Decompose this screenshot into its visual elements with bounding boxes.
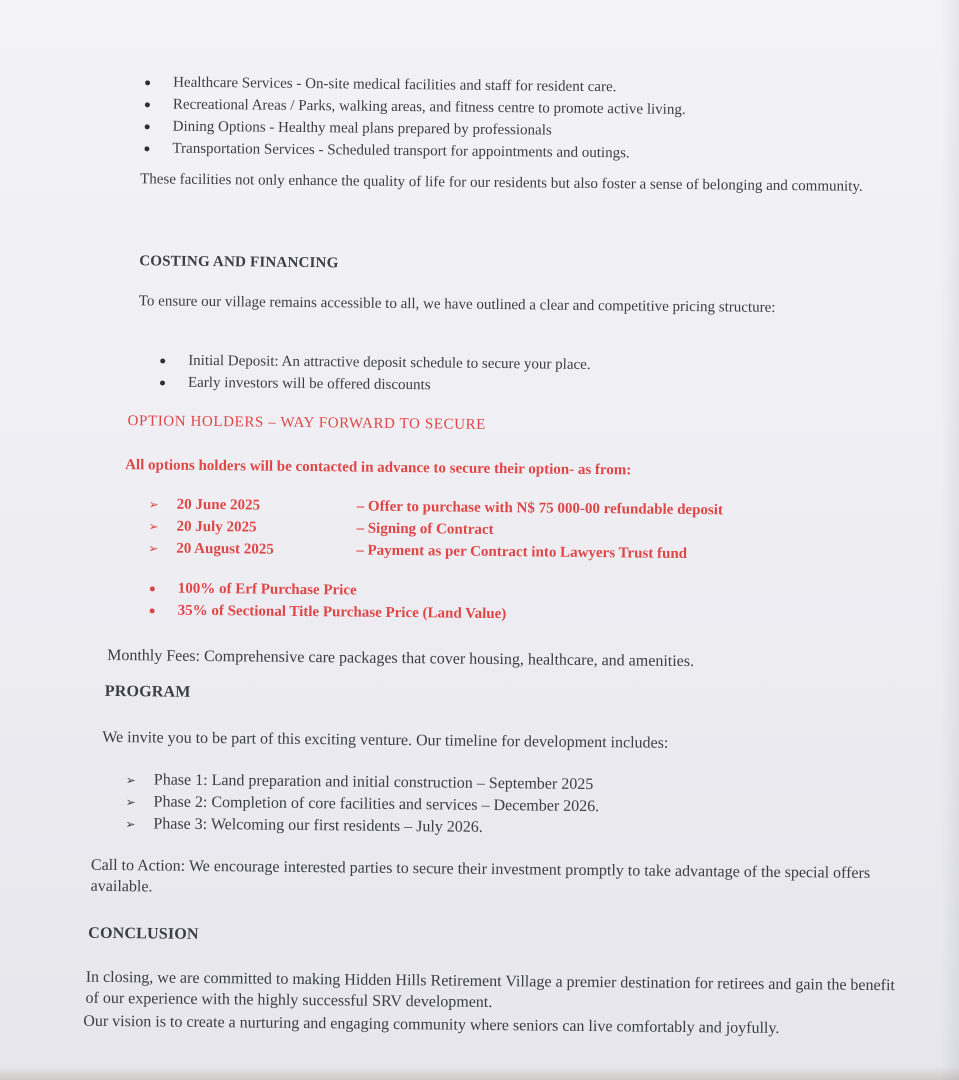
phase-text: Phase 2: Completion of core facilities and services – December 2026.	[153, 793, 600, 816]
monthly-fees: Monthly Fees: Comprehensive care packages that cover housing, healthcare, and amenities.	[107, 646, 695, 671]
arrowhead-bullet-icon: ➢	[148, 497, 159, 512]
schedule-action: – Signing of Contract	[356, 520, 494, 538]
schedule-action: – Payment as per Contract into Lawyers Trust fund	[356, 542, 688, 563]
list-item	[140, 137, 685, 165]
payment-item-erf: 100% of Erf Purchase Price	[177, 580, 357, 599]
phase-text: Phase 1: Land preparation and initial construction – September 2025	[153, 771, 594, 794]
conclusion-text: In closing, we are committed to making Hidden Hills Retirement Village a premier destination for retirees and gain the benefit of our experience with the highly successful SRV development.	[85, 968, 895, 1012]
option-holders-heading: OPTION HOLDERS – WAY FORWARD TO SECURE	[127, 413, 487, 433]
phase-text: Phase 3: Welcoming our first residents – July 2026.	[153, 815, 483, 836]
arrowhead-bullet-icon: ➢	[148, 541, 159, 556]
arrowhead-bullet-icon: ➢	[125, 795, 136, 810]
costing-intro: To ensure our village remains accessible to all, we have outlined a clear and competitive pricing structure:	[138, 293, 776, 316]
facilities-list	[140, 71, 686, 165]
payment-item-sectional: 35% of Sectional Title Purchase Price (Land Value)	[177, 602, 507, 623]
costing-list	[156, 349, 591, 398]
schedule-date: 20 June 2025	[176, 496, 261, 514]
arrowhead-bullet-icon: ➢	[148, 519, 159, 534]
facility-item-healthcare: Healthcare Services - On-site medical facilities and staff for resident care.	[173, 74, 617, 96]
facility-item-transport: Transportation Services - Scheduled transport for appointments and outings.	[172, 140, 630, 162]
conclusion-heading: CONCLUSION	[88, 924, 199, 943]
paper-sheet	[9, 0, 950, 1080]
option-schedule	[148, 493, 723, 565]
arrowhead-bullet-icon: ➢	[125, 773, 136, 788]
program-intro: We invite you to be part of this exciting venture. Our timeline for development includes:	[102, 728, 669, 752]
payment-list	[146, 577, 507, 625]
page-edge-shadow	[941, 0, 959, 1080]
program-phases	[125, 769, 599, 840]
list-item	[156, 371, 591, 398]
schedule-date: 20 August 2025	[176, 540, 274, 558]
facilities-summary: These facilities not only enhance the quality of life for our residents but also foster a sense of belonging and community.	[140, 171, 863, 195]
page-bottom-shadow	[0, 1066, 959, 1080]
facility-item-dining: Dining Options - Healthy meal plans prepared by professionals	[172, 118, 552, 139]
costing-item-discounts: Early investors will be offered discounts	[187, 374, 431, 394]
schedule-action: – Offer to purchase with N$ 75 000-00 refundable deposit	[356, 498, 724, 519]
facility-item-recreation: Recreational Areas / Parks, walking areas, and fitness centre to promote active living.	[172, 96, 686, 118]
costing-item-deposit: Initial Deposit: An attractive deposit schedule to secure your place.	[188, 352, 591, 373]
call-to-action: Call to Action: We encourage interested parties to secure their investment promptly to take advantage of the special offers available.	[90, 856, 871, 896]
program-heading: PROGRAM	[104, 682, 191, 701]
list-item	[146, 599, 507, 625]
conclusion-vision: Our vision is to create a nurturing and engaging community where seniors can live comfortably and joyfully.	[83, 1012, 780, 1038]
schedule-row	[148, 537, 722, 565]
arrowhead-bullet-icon: ➢	[125, 817, 136, 832]
option-holders-intro: All options holders will be contacted in advance to secure their option- as from:	[125, 457, 632, 479]
schedule-date: 20 July 2025	[176, 518, 257, 536]
costing-heading: COSTING AND FINANCING	[139, 253, 339, 272]
